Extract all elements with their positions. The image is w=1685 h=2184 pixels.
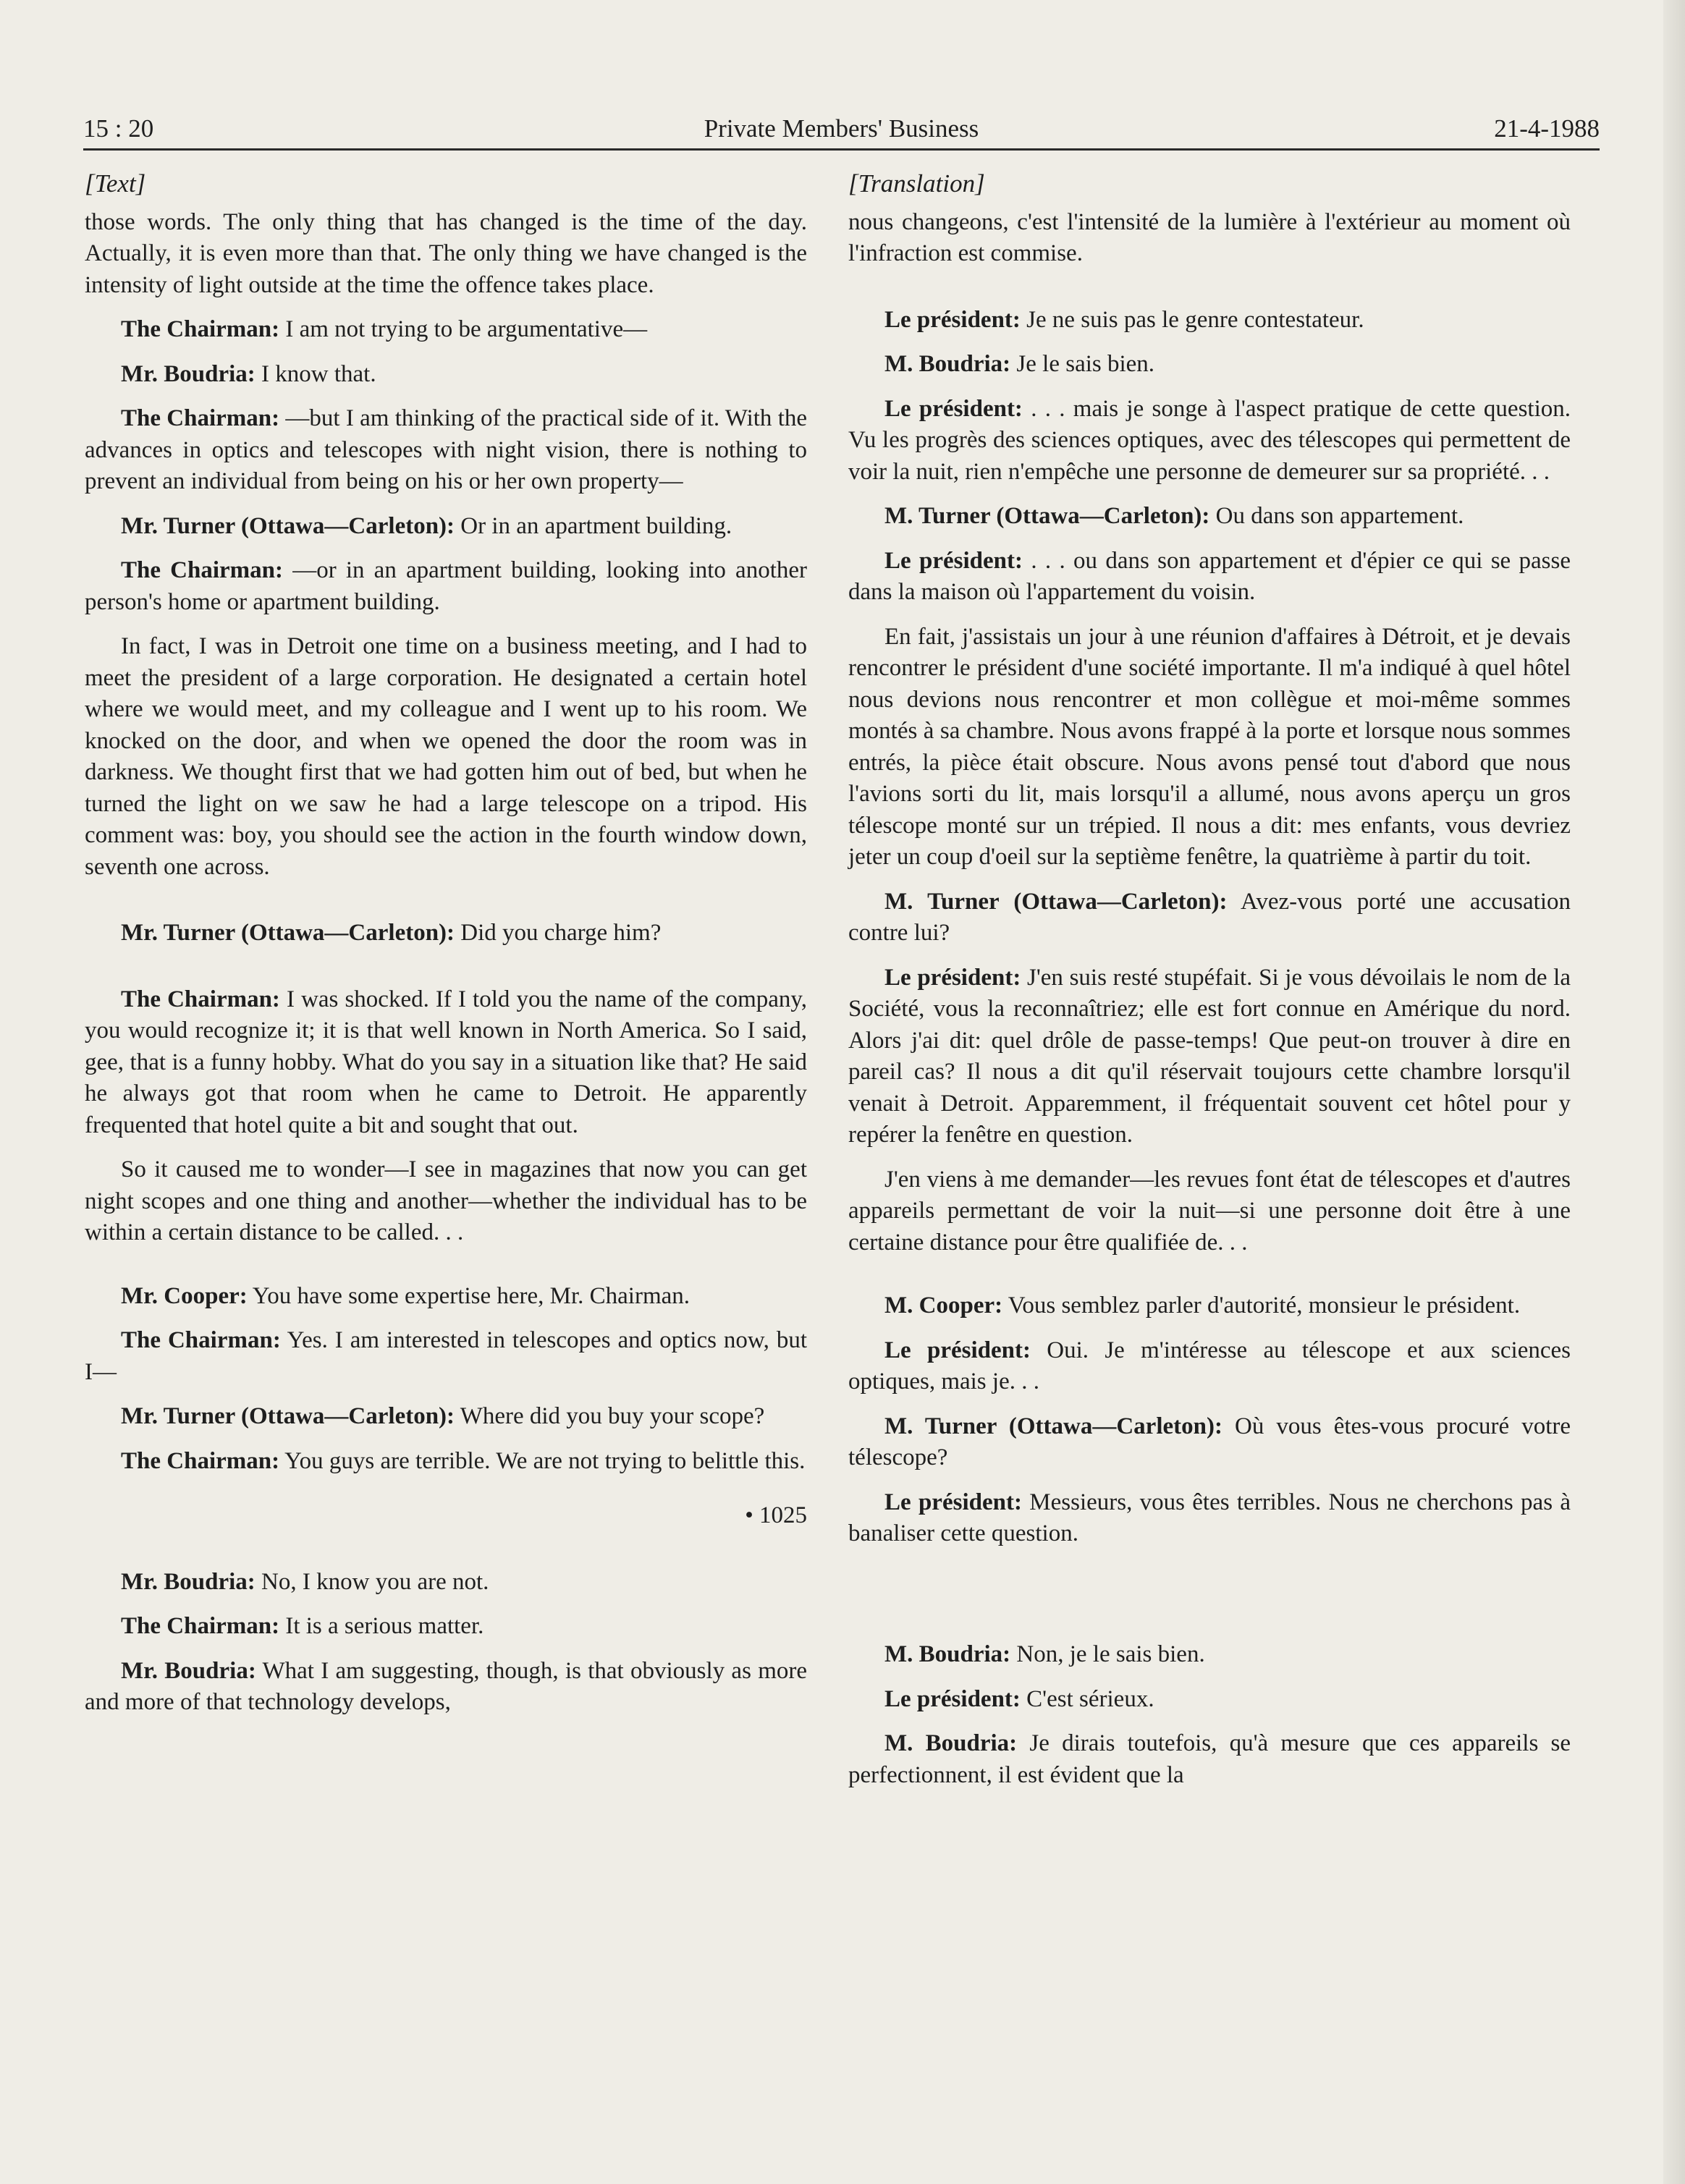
paragraph xyxy=(85,207,807,302)
speaker-name: The Chairman: xyxy=(121,1327,281,1353)
speaker-name: M. Boudria: xyxy=(884,1730,1018,1756)
speaker-name: Mr. Boudria: xyxy=(121,1568,256,1595)
paragraph xyxy=(848,1335,1571,1398)
paragraph xyxy=(848,1290,1571,1322)
paragraph-text: Oui. Je m'intéresse au télescope et aux sciences optiques, mais je. . . xyxy=(848,1337,1571,1394)
paragraph-text: C'est sérieux. xyxy=(1026,1685,1154,1712)
speaker-name: M. Cooper: xyxy=(884,1292,1003,1319)
paragraph xyxy=(85,984,807,1142)
paragraph xyxy=(848,1487,1571,1550)
paragraph-text: In fact, I was in Detroit one time on a business meeting, and I had to meet the president of a large corporation. He designated a certain hotel where we would meet, and my colleague and I went up to his room. We knocked on the door, and when we opened the door the room was in darkness. We thought first that we had gotten him out of bed, but when he turned the light on we saw he had a large telescope on a tripod. His comment was: boy, you should see the action in the fourth window down, seventh one across. xyxy=(85,633,807,880)
paragraph xyxy=(85,1567,807,1599)
speaker-name: The Chairman: xyxy=(121,557,284,583)
paragraph xyxy=(85,555,807,618)
speaker-name: Le président: xyxy=(884,1685,1021,1712)
paragraph-text: I was shocked. If I told you the name of the company, you would recognize it; it is that well known in North America. So I said, gee, that is a funny hobby. What do you say in a situation like that? He said he always got that room when he came to Detroit. He apparently frequented that hotel quite a bit and sought that out. xyxy=(85,986,807,1138)
speaker-name: The Chairman: xyxy=(121,1613,280,1639)
paragraph xyxy=(848,207,1571,270)
language-label: [Text] xyxy=(85,169,146,198)
paragraph xyxy=(85,918,807,949)
paragraph xyxy=(848,1728,1571,1791)
paragraph-text: —or in an apartment building, looking into another person's home or apartment building. xyxy=(85,557,807,615)
speaker-name: The Chairman: xyxy=(121,405,280,431)
paragraph-text: Did you charge him? xyxy=(460,920,662,946)
paragraph xyxy=(85,403,807,498)
speaker-name: Mr. Cooper: xyxy=(121,1282,248,1309)
paragraph-text: Non, je le sais bien. xyxy=(1016,1641,1205,1667)
paragraph-text: So it caused me to wonder—I see in magazines that now you can get night scopes and one thing and another—whether the individual has to be within a certain distance to be called. . . xyxy=(85,1156,807,1245)
paragraph xyxy=(85,359,807,391)
paragraph-text: Je dirais toutefois, qu'à mesure que ces appareils se perfectionnent, il est évident que la xyxy=(848,1730,1571,1788)
speaker-name: Mr. Turner (Ottawa—Carleton): xyxy=(121,920,455,946)
language-label: [Translation] xyxy=(848,169,985,198)
spacer xyxy=(85,896,807,918)
paragraph xyxy=(85,511,807,543)
paragraph-text: . . . mais je songe à l'aspect pratique de cette question. Vu les progrès des sciences optiques, avec des télescopes qui permettent de voir la nuit, rien n'empêche une personne de demeurer sur sa propriété. . . xyxy=(848,395,1571,485)
paragraph xyxy=(848,622,1571,873)
paragraph xyxy=(848,1411,1571,1474)
spacer xyxy=(848,283,1571,305)
speaker-name: M. Turner (Ottawa—Carleton): xyxy=(884,888,1228,915)
paragraph-text: I know that. xyxy=(261,360,376,387)
page-time-marker: • 1025 xyxy=(745,1502,807,1528)
speaker-name: Mr. Turner (Ottawa—Carleton): xyxy=(121,1403,455,1429)
french-column xyxy=(848,168,1571,1804)
page-time-marker-spacer xyxy=(848,1573,1571,1605)
paragraph xyxy=(85,1154,807,1249)
paragraph xyxy=(848,305,1571,337)
speaker-name: Le président: xyxy=(884,1337,1031,1363)
speaker-name: Mr. Turner (Ottawa—Carleton): xyxy=(121,512,455,539)
paragraph-text: Vous semblez parler d'autorité, monsieur le président. xyxy=(1008,1292,1521,1319)
paragraph xyxy=(85,1611,807,1643)
speaker-name: Le président: xyxy=(884,1489,1022,1515)
paragraph xyxy=(85,1656,807,1719)
paragraph-text: Avez-vous porté une accusation contre lui? xyxy=(848,888,1571,946)
paragraph xyxy=(85,1325,807,1388)
paragraph-text: Où vous êtes-vous procuré votre télescope? xyxy=(848,1413,1571,1470)
paragraph-text: Yes. I am interested in telescopes and optics now, but I— xyxy=(85,1327,807,1385)
paragraph-text: Messieurs, vous êtes terribles. Nous ne cherchons pas à banaliser cette question. xyxy=(848,1489,1571,1546)
paragraph xyxy=(85,1401,807,1433)
speaker-name: Mr. Boudria: xyxy=(121,360,256,387)
paragraph-text: —but I am thinking of the practical side of it. With the advances in optics and telescopes with night vision, there is nothing to prevent an individual from being on his or her own property— xyxy=(85,405,808,494)
page-date: 21-4-1988 xyxy=(1494,114,1600,143)
spacer xyxy=(85,1262,807,1281)
speaker-name: M. Boudria: xyxy=(884,351,1011,377)
spacer xyxy=(848,1271,1571,1290)
paragraph-text: No, I know you are not. xyxy=(261,1568,489,1595)
paragraph xyxy=(848,1684,1571,1716)
paragraph-text: En fait, j'assistais un jour à une réunion d'affaires à Détroit, et je devais rencontrer le président d'une société importante. Il m'a indiqué à quel hôtel nous devions nous rencontrer et mon collègue et moi-même sommes montés à sa chambre. Nous avons frappé à la porte et lorsque nous sommes entrés, la pièce était obscure. Nous avons pensé tout d'abord que nous l'avions sorti du lit, mais lorsqu'il a allumé, nous avons aperçu un gros télescope monté sur un trépied. Il nous a dit: mes enfants, vous devriez jeter un coup d'oeil sur la septième fenêtre, la quatrième à partir du toit. xyxy=(848,623,1571,870)
paragraph-text: Ou dans son appartement. xyxy=(1215,503,1464,529)
paragraph xyxy=(848,394,1571,488)
speaker-name: Le président: xyxy=(884,395,1023,422)
paragraph-text: those words. The only thing that has changed is the time of the day. Actually, it is even more than that. The only thing we have changed is the intensity of light outside at the time the offence takes place. xyxy=(85,208,807,298)
paragraph-text: Je le sais bien. xyxy=(1016,351,1155,377)
running-title: Private Members' Business xyxy=(704,114,979,143)
paragraph xyxy=(85,631,807,883)
paragraph xyxy=(848,501,1571,533)
english-column xyxy=(85,168,807,1732)
paragraph-text: Je ne suis pas le genre contestateur. xyxy=(1026,306,1364,333)
speaker-name: Mr. Boudria: xyxy=(121,1657,256,1684)
paragraph-text: Where did you buy your scope? xyxy=(460,1403,765,1429)
paragraph-text: J'en viens à me demander—les revues font état de télescopes et d'autres appareils permettant de voir la nuit—si une personne doit être à une certaine distance pour être qualifiée de. . . xyxy=(848,1166,1571,1256)
paragraph-text: What I am suggesting, though, is that obviously as more and more of that technology develops, xyxy=(85,1657,808,1715)
speaker-name: The Chairman: xyxy=(121,1447,280,1474)
paragraph-text: You guys are terrible. We are not trying to belittle this. xyxy=(284,1447,806,1474)
header-rule xyxy=(83,148,1600,151)
paragraph xyxy=(848,1164,1571,1259)
speaker-name: The Chairman: xyxy=(121,986,280,1012)
speaker-name: Le président: xyxy=(884,547,1023,574)
speaker-name: Le président: xyxy=(884,306,1021,333)
speaker-name: M. Turner (Ottawa—Carleton): xyxy=(884,503,1210,529)
paragraph-text: J'en suis resté stupéfait. Si je vous dévoilais le nom de la Société, vous la reconnaîtriez; elle est fort connue en Amérique du nord. Alors j'ai dit: quel drôle de passe-temps! Que peut-on trouver à dire en pareil cas? Il nous a dit qu'il réservait toujours cette chambre lorsqu'il venait à Detroit. Apparemment, il fréquentait souvent cet hôtel pour y repérer la fenêtre en question. xyxy=(848,964,1571,1148)
paragraph-text: It is a serious matter. xyxy=(285,1613,484,1639)
paragraph xyxy=(85,1281,807,1313)
paragraph xyxy=(848,886,1571,949)
speaker-name: The Chairman: xyxy=(121,316,280,342)
paragraph-text: You have some expertise here, Mr. Chairman. xyxy=(252,1282,691,1309)
paragraph xyxy=(85,1446,807,1478)
paragraph xyxy=(85,314,807,346)
page-header xyxy=(83,109,1600,146)
paragraph xyxy=(848,546,1571,609)
spacer xyxy=(85,962,807,984)
speaker-name: M. Boudria: xyxy=(884,1641,1011,1667)
paragraph xyxy=(848,1639,1571,1671)
paragraph-text: . . . ou dans son appartement et d'épier ce qui se passe dans la maison où l'appartement du voisin. xyxy=(848,547,1571,605)
paragraph xyxy=(848,962,1571,1151)
page-edge-shadow xyxy=(1663,0,1685,2184)
speaker-name: M. Turner (Ottawa—Carleton): xyxy=(884,1413,1222,1439)
speaker-name: Le président: xyxy=(884,964,1021,991)
paragraph xyxy=(848,349,1571,381)
paragraph-text: I am not trying to be argumentative— xyxy=(285,316,648,342)
paragraph-text: nous changeons, c'est l'intensité de la lumière à l'extérieur au moment où l'infraction est commise. xyxy=(848,208,1571,266)
page-number: 15 : 20 xyxy=(83,114,154,143)
paragraph-text: Or in an apartment building. xyxy=(460,512,732,539)
